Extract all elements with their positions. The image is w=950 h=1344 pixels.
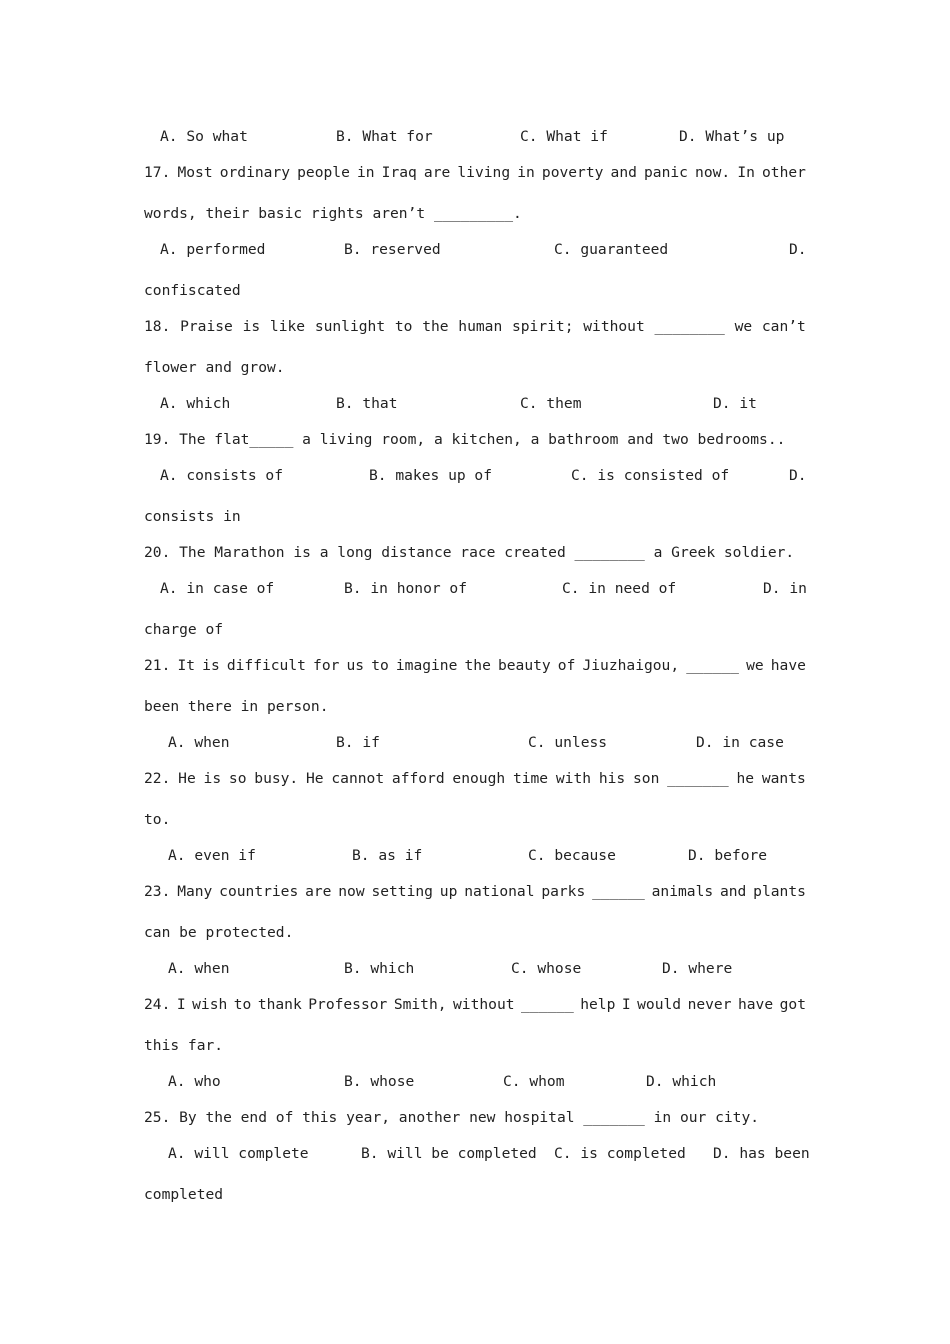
question-22-line2: to. <box>144 811 171 828</box>
option-c: C. unless <box>528 734 608 751</box>
option-d-wrap: charge of <box>144 621 224 638</box>
option-a: A. consists of <box>160 467 284 484</box>
question-23-line1: 23. Many countries are now setting up national parks ______ animals and plants <box>144 883 806 900</box>
option-b: B. in honor of <box>344 580 468 597</box>
question-25-line1: 25. By the end of this year, another new hospital _______ in our city. <box>144 1109 760 1126</box>
option-c: C. whom <box>503 1073 565 1090</box>
option-d: D. where <box>662 960 733 977</box>
option-a: A. when <box>168 734 230 751</box>
option-b: B. What for <box>336 128 433 145</box>
option-a: A. which <box>160 395 231 412</box>
option-b: B. that <box>336 395 398 412</box>
option-b: B. if <box>336 734 380 751</box>
question-17-line1: 17. Most ordinary people in Iraq are living in poverty and panic now. In other <box>144 164 806 181</box>
option-a: A. who <box>168 1073 221 1090</box>
option-a: A. will complete <box>168 1145 309 1162</box>
option-a: A. So what <box>160 128 248 145</box>
option-a: A. when <box>168 960 230 977</box>
option-d: D. in case <box>696 734 784 751</box>
option-d-wrap: consists in <box>144 508 241 525</box>
question-17-line2: words, their basic rights aren’t _________. <box>144 205 522 222</box>
option-c: C. is completed <box>554 1145 686 1162</box>
option-d: D. has been <box>713 1145 810 1162</box>
option-b: B. as if <box>352 847 423 864</box>
question-21-line1: 21. It is difficult for us to imagine the beauty of Jiuzhaigou, ______ we have <box>144 657 806 674</box>
option-d: D. before <box>688 847 768 864</box>
option-c: C. in need of <box>562 580 677 597</box>
question-23-line2: can be protected. <box>144 924 294 941</box>
question-20-line1: 20. The Marathon is a long distance race created ________ a Greek soldier. <box>144 544 795 561</box>
option-a: A. even if <box>168 847 256 864</box>
question-24-line2: this far. <box>144 1037 224 1054</box>
option-c: C. whose <box>511 960 582 977</box>
option-c: C. What if <box>520 128 608 145</box>
option-d: D. it <box>713 395 757 412</box>
question-19-line1: 19. The flat_____ a living room, a kitchen, a bathroom and two bedrooms.. <box>144 431 786 448</box>
option-c: C. because <box>528 847 616 864</box>
question-18-line2: flower and grow. <box>144 359 285 376</box>
option-c: C. is consisted of <box>571 467 730 484</box>
option-a: A. performed <box>160 241 266 258</box>
question-18-line1: 18. Praise is like sunlight to the human spirit; without ________ we can’t <box>144 318 806 335</box>
option-d: D. What’s up <box>679 128 785 145</box>
option-d: D. <box>789 467 807 484</box>
option-d: D. <box>789 241 807 258</box>
question-24-line1: 24. I wish to thank Professor Smith, without ______ help I would never have got <box>144 996 806 1013</box>
option-a: A. in case of <box>160 580 275 597</box>
option-c: C. them <box>520 395 582 412</box>
question-21-line2: been there in person. <box>144 698 329 715</box>
option-d: D. in <box>763 580 807 597</box>
option-b: B. will be completed <box>361 1145 537 1162</box>
option-b: B. makes up of <box>369 467 493 484</box>
option-d-wrap: completed <box>144 1186 224 1203</box>
option-b: B. reserved <box>344 241 441 258</box>
option-d: D. which <box>646 1073 717 1090</box>
question-22-line1: 22. He is so busy. He cannot afford enough time with his son _______ he wants <box>144 770 806 787</box>
option-c: C. guaranteed <box>554 241 669 258</box>
option-b: B. which <box>344 960 415 977</box>
option-d-wrap: confiscated <box>144 282 241 299</box>
option-b: B. whose <box>344 1073 415 1090</box>
